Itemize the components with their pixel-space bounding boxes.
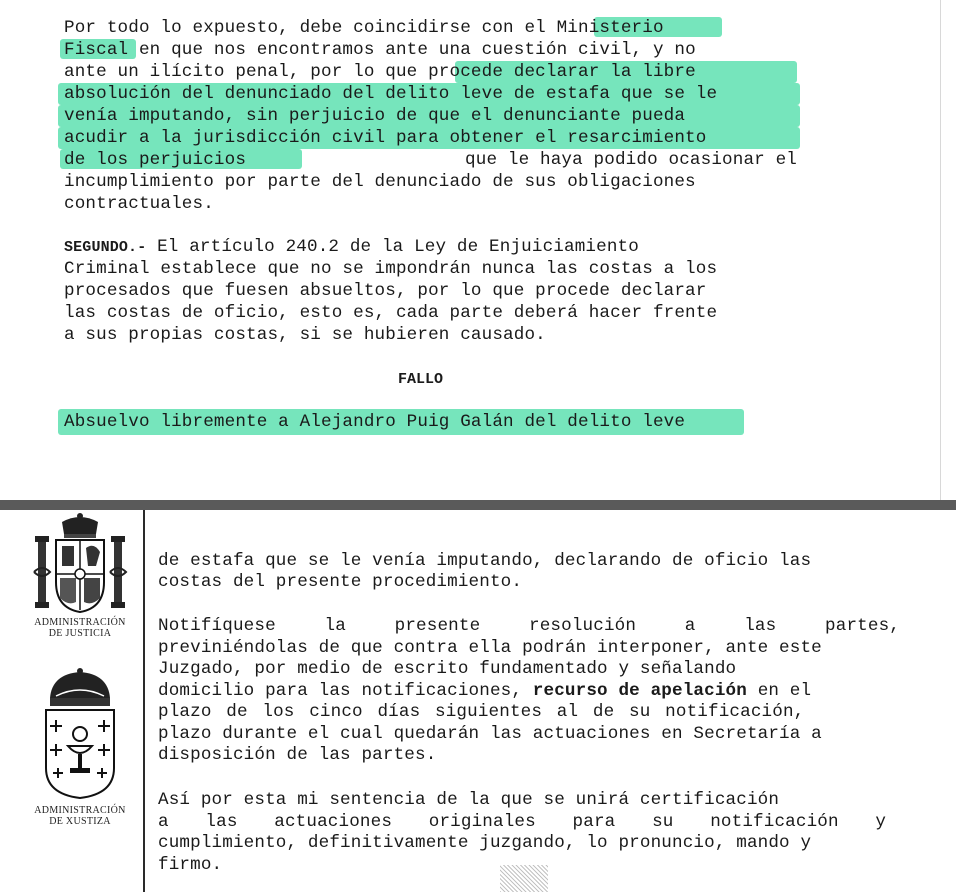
recurso-apelacion: recurso de apelación (532, 681, 747, 701)
fallo-heading: FALLO (398, 371, 444, 388)
para1-line5: venía imputando, sin perjuicio de que el denunciante pueda (64, 106, 686, 126)
para1-line3: ante un ilícito penal, por lo que procede declarar la libre (64, 62, 696, 82)
para1-line2: Fiscal en que nos encontramos ante una cuestión civil, y no (64, 40, 696, 60)
bottom-p3-line2: a las actuaciones originales para su notificación y (158, 812, 887, 832)
bottom-p2-line5: plazo de los cinco días siguientes al de su notificación, (158, 702, 805, 722)
para1-line6: acudir a la jurisdicción civil para obtener el resarcimiento (64, 128, 707, 148)
bottom-p2-line3: Juzgado, por medio de escrito fundamentado y señalando (158, 659, 737, 679)
galicia-coat-of-arms-icon (40, 668, 120, 800)
para1-line8: incumplimiento por parte del denunciado de sus obligaciones (64, 172, 696, 192)
scan-stamp-artifact (500, 865, 548, 892)
bottom-p1-line2: costas del presente procedimiento. (158, 572, 523, 592)
para2-line2: Criminal establece que no se impondrán nunca las costas a los (64, 259, 718, 279)
bottom-scanned-page (0, 510, 956, 892)
para1-line1: Por todo lo expuesto, debe coincidirse con el Ministerio (64, 18, 664, 38)
margin-rule (143, 510, 145, 892)
fallo-line: Absuelvo libremente a Alejandro Puig Galán del delito leve (64, 412, 686, 432)
para1-line7: de los perjuicios que le haya podido ocasionar el (64, 150, 797, 170)
bottom-p2-line7: disposición de las partes. (158, 745, 437, 765)
para1-line4: absolución del denunciado del delito leve de estafa que se le (64, 84, 718, 104)
scan-separator (0, 500, 956, 510)
bottom-p3-line4: firmo. (158, 855, 223, 875)
segundo-heading: SEGUNDO.- (64, 239, 147, 256)
spain-coat-of-arms-icon (30, 512, 130, 616)
page-edge (940, 0, 941, 500)
para1-line9: contractuales. (64, 194, 214, 214)
bottom-p3-line3: cumplimiento, definitivamente juzgando, lo pronuncio, mando y (158, 833, 812, 853)
para2-line5: a sus propias costas, si se hubieren causado. (64, 325, 546, 345)
galicia-admin-label: ADMINISTRACIÓN DE XUSTIZA (34, 805, 126, 827)
para2-line3: procesados que fuesen absueltos, por lo que procede declarar (64, 281, 707, 301)
bottom-p2-line1: Notifíquese la presente resolución a las partes, (158, 616, 900, 636)
bottom-p2-line4: domicilio para las notificaciones, recurso de apelación en el (158, 681, 812, 701)
para2-line1: SEGUNDO.- El artículo 240.2 de la Ley de Enjuiciamiento (64, 237, 639, 257)
bottom-p1-line1: de estafa que se le venía imputando, declarando de oficio las (158, 551, 812, 571)
bottom-p3-line1: Así por esta mi sentencia de la que se unirá certificación (158, 790, 780, 810)
bottom-p2-line2: previniéndolas de que contra ella podrán interponer, ante este (158, 638, 822, 658)
spain-admin-label: ADMINISTRACIÓN DE JUSTICIA (34, 617, 126, 639)
bottom-p2-line6: plazo durante el cual quedarán las actuaciones en Secretaría a (158, 724, 822, 744)
para2-line4: las costas de oficio, esto es, cada parte deberá hacer frente (64, 303, 718, 323)
